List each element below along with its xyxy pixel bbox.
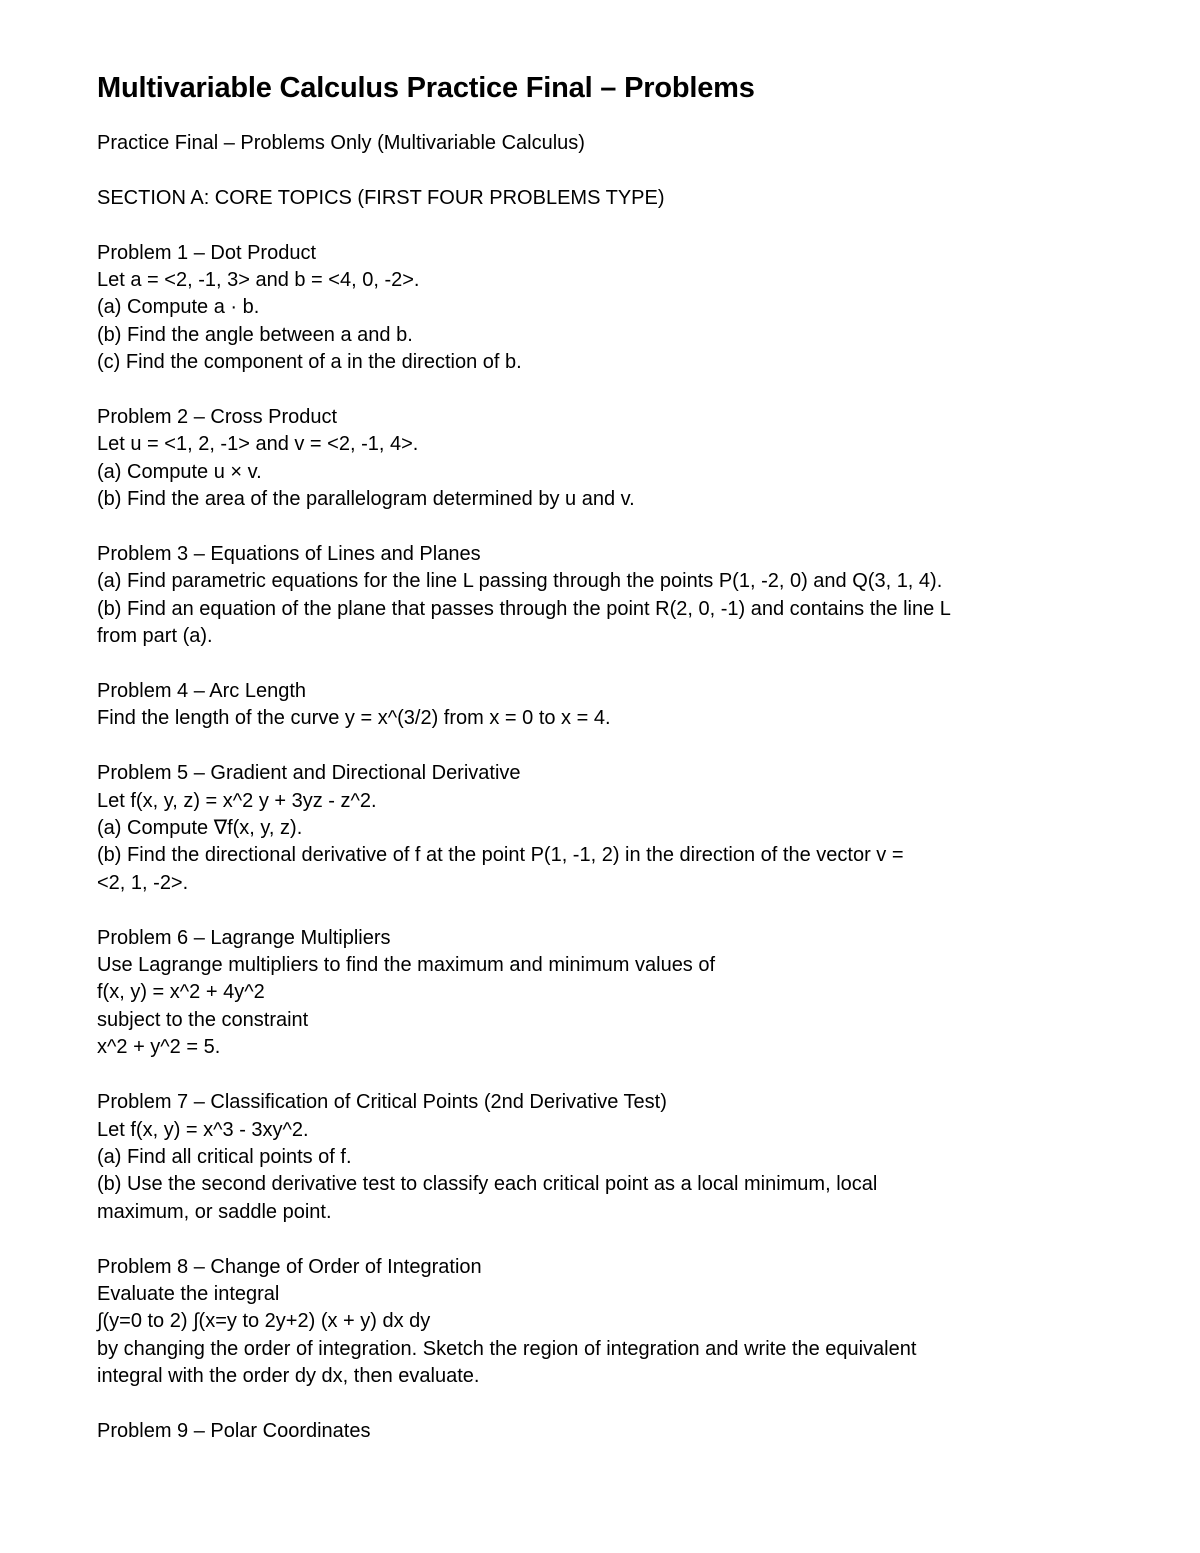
- problem-block: [97, 541, 1107, 651]
- problem-heading: Problem 3 – Equations of Lines and Planes: [97, 543, 481, 566]
- problem-heading: Problem 6 – Lagrange Multipliers: [97, 926, 391, 949]
- problem-heading: Problem 9 – Polar Coordinates: [97, 1419, 371, 1442]
- problem-heading: Problem 8 – Change of Order of Integration: [97, 1255, 482, 1278]
- problem-heading: Problem 5 – Gradient and Directional Derivative: [97, 762, 521, 785]
- problem-text-line: Evaluate the integral: [97, 1282, 280, 1305]
- problem-text-line: (c) Find the component of a in the direction of b.: [97, 351, 522, 374]
- problem-text-line: by changing the order of integration. Sketch the region of integration and write the equivalent: [97, 1337, 917, 1360]
- problem-text-line: x^2 + y^2 = 5.: [97, 1036, 221, 1059]
- problem-text-line: integral with the order dy dx, then evaluate.: [97, 1365, 480, 1388]
- problem-text-line: (a) Compute u × v.: [97, 460, 262, 483]
- problem-text-line: (a) Compute ∇f(x, y, z).: [97, 817, 303, 840]
- problem-block: [97, 678, 1107, 733]
- document-page: [97, 68, 1107, 1445]
- spacer: [97, 377, 1107, 404]
- problem-text-line: (b) Use the second derivative test to classify each critical point as a local minimum, local: [97, 1173, 878, 1196]
- document-title: Multivariable Calculus Practice Final – Problems: [97, 72, 755, 104]
- problem-block: [97, 1089, 1107, 1226]
- problem-text-line: (a) Find parametric equations for the line L passing through the points P(1, -2, 0) and Q(3, 1, 4).: [97, 570, 943, 593]
- spacer: [97, 897, 1107, 924]
- problem-text-line: subject to the constraint: [97, 1008, 309, 1031]
- problem-text-line: (a) Compute a · b.: [97, 296, 260, 319]
- problem-text-line: <2, 1, -2>.: [97, 871, 189, 894]
- spacer: [97, 212, 1107, 239]
- problem-text-line: (b) Find the area of the parallelogram determined by u and v.: [97, 488, 635, 511]
- problem-heading: Problem 2 – Cross Product: [97, 406, 338, 429]
- problem-block: [97, 1254, 1107, 1391]
- problem-list: [97, 240, 1107, 1446]
- problem-heading: Problem 4 – Arc Length: [97, 680, 307, 703]
- spacer: [97, 1062, 1107, 1089]
- spacer: [97, 514, 1107, 541]
- problem-text-line: Let u = <1, 2, -1> and v = <2, -1, 4>.: [97, 433, 419, 456]
- problem-text-line: f(x, y) = x^2 + 4y^2: [97, 981, 265, 1004]
- spacer: [97, 1226, 1107, 1253]
- problem-text-line: (b) Find the angle between a and b.: [97, 323, 413, 346]
- problem-text-line: Find the length of the curve y = x^(3/2) from x = 0 to x = 4.: [97, 707, 611, 730]
- spacer: [97, 157, 1107, 184]
- problem-text-line: (b) Find an equation of the plane that passes through the point R(2, 0, -1) and contains the line L: [97, 597, 951, 620]
- problem-text-line: maximum, or saddle point.: [97, 1200, 332, 1223]
- problem-text-line: Let a = <2, -1, 3> and b = <4, 0, -2>.: [97, 269, 420, 291]
- spacer: [97, 733, 1107, 760]
- problem-block: [97, 240, 1107, 377]
- section-heading: SECTION A: CORE TOPICS (FIRST FOUR PROBLEMS TYPE): [97, 186, 665, 209]
- problem-block: [97, 760, 1107, 897]
- problem-text-line: Let f(x, y, z) = x^2 y + 3yz - z^2.: [97, 789, 377, 812]
- problem-block: [97, 925, 1107, 1062]
- problem-block: [97, 1418, 1107, 1445]
- problem-text-line: Let f(x, y) = x^3 - 3xy^2.: [97, 1118, 309, 1141]
- problem-heading: Problem 1 – Dot Product: [97, 241, 316, 264]
- document-subtitle: Practice Final – Problems Only (Multivariable Calculus): [97, 132, 585, 154]
- problem-heading: Problem 7 – Classification of Critical Points (2nd Derivative Test): [97, 1091, 667, 1114]
- problem-text-line: (b) Find the directional derivative of f at the point P(1, -1, 2) in the direction of the vector v =: [97, 844, 904, 867]
- spacer: [97, 1391, 1107, 1418]
- problem-text-line: (a) Find all critical points of f.: [97, 1145, 352, 1168]
- problem-text-line: Use Lagrange multipliers to find the maximum and minimum values of: [97, 954, 716, 977]
- problem-block: [97, 404, 1107, 514]
- problem-text-line: from part (a).: [97, 625, 213, 648]
- problem-text-line: ∫(y=0 to 2) ∫(x=y to 2y+2) (x + y) dx dy: [97, 1310, 431, 1333]
- spacer: [97, 651, 1107, 678]
